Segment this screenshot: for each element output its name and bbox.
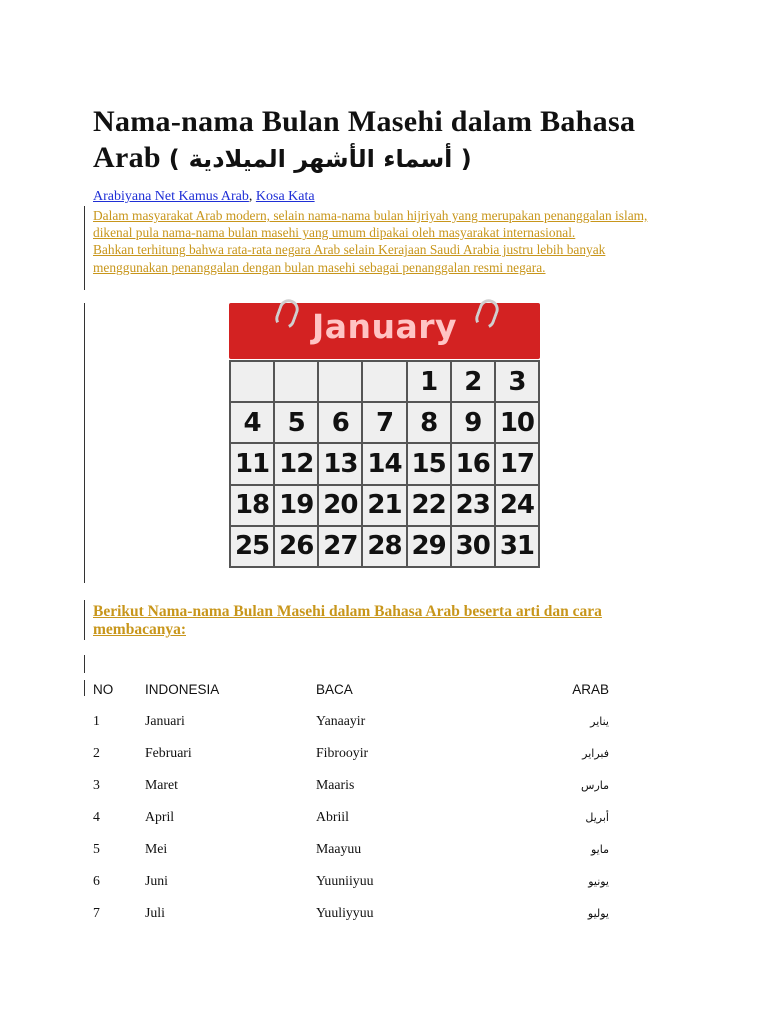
cell-arab: يناير [590,714,609,728]
calendar-day: 6 [319,403,363,444]
cell-baca: Abriil [316,809,349,824]
margin-bar [84,303,85,583]
calendar-month: January [311,307,458,346]
cell-no: 2 [93,745,100,760]
calendar-empty-cell [363,362,407,403]
cell-no: 3 [93,777,100,792]
calendar-day: 23 [452,486,496,527]
header-indonesia: INDONESIA [145,681,220,697]
calendar-day: 8 [408,403,452,444]
calendar-day: 28 [363,527,407,568]
section-heading: Berikut Nama-nama Bulan Masehi dalam Bahasa Arab beserta arti dan cara membacanya: [93,603,602,638]
calendar-day: 24 [496,486,540,527]
cell-indonesia: Mei [145,841,168,856]
cell-no: 7 [93,905,100,920]
calendar-day: 1 [408,362,452,403]
calendar-day: 30 [452,527,496,568]
calendar-day: 26 [275,527,319,568]
cell-arab: يوليو [587,906,609,920]
header-baca: BACA [316,681,353,697]
cell-indonesia: Juni [145,873,168,888]
cell-baca: Yuuliyyuu [316,905,374,920]
calendar-day: 16 [452,444,496,485]
table-row [93,833,609,865]
table-row [93,801,609,833]
post-meta [93,189,315,205]
cell-baca: Yanaayir [316,713,366,728]
months-table [93,673,609,929]
calendar-day: 17 [496,444,540,485]
calendar-day: 31 [496,527,540,568]
title-arabic: ( أسماء الأشهر الميلادية ) [168,145,473,173]
calendar-day: 14 [363,444,407,485]
category-link-kamus[interactable]: Arabiyana Net Kamus Arab [93,189,249,204]
cell-baca: Maaris [316,777,355,792]
calendar-empty-cell [319,362,363,403]
calendar-day: 5 [275,403,319,444]
meta-separator: , [248,189,253,204]
calendar-day: 2 [452,362,496,403]
calendar-day: 22 [408,486,452,527]
calendar-day: 12 [275,444,319,485]
cell-indonesia: Juli [145,905,165,920]
cell-no: 6 [93,873,100,888]
cell-no: 4 [93,809,100,824]
page-title [93,104,693,177]
calendar-day: 19 [275,486,319,527]
cell-indonesia: Januari [145,713,185,728]
cell-baca: Yuuniiyuu [316,873,374,888]
calendar-empty-cell [275,362,319,403]
calendar-grid [229,360,540,568]
calendar-day: 10 [496,403,540,444]
calendar-empty-cell [231,362,275,403]
intro-paragraph-1: Dalam masyarakat Arab modern, selain nama-nama bulan hijriyah yang merupakan penanggalan islam, dikenal pula nama-nama bulan masehi yang umum dipakai oleh masyarakat internasional. [93,208,648,241]
cell-arab: يونيو [588,874,609,888]
calendar-day: 7 [363,403,407,444]
calendar-day: 21 [363,486,407,527]
table-header-row [93,673,609,705]
title-latin: Nama-nama Bulan Masehi dalam Bahasa Arab [93,105,636,174]
margin-bar [84,600,85,640]
cell-baca: Fibrooyir [316,745,369,760]
cell-indonesia: April [145,809,175,824]
header-arab: ARAB [572,681,609,697]
cell-indonesia: Maret [145,777,178,792]
cell-baca: Maayuu [316,841,362,856]
cell-no: 1 [93,713,100,728]
margin-bar [84,206,85,290]
calendar-day: 25 [231,527,275,568]
table-row [93,865,609,897]
table-row [93,897,609,929]
calendar-day: 11 [231,444,275,485]
calendar-day: 27 [319,527,363,568]
calendar-day: 15 [408,444,452,485]
calendar-day: 9 [452,403,496,444]
calendar-image [229,303,540,568]
table-row [93,769,609,801]
intro-text [93,207,683,276]
calendar-day: 29 [408,527,452,568]
cell-no: 5 [93,841,100,856]
category-link-kosa-kata[interactable]: Kosa Kata [255,189,315,204]
cell-arab: فبراير [582,746,609,760]
cell-indonesia: Februari [145,745,192,760]
calendar-day: 18 [231,486,275,527]
calendar-day: 4 [231,403,275,444]
intro-paragraph-2: Bahkan terhitung bahwa rata-rata negara Arab selain Kerajaan Saudi Arabia justru lebih banyak menggunakan penanggalan dengan bulan masehi sebagai penanggalan resmi negara. [93,242,606,275]
margin-bar [84,680,85,696]
calendar-day: 13 [319,444,363,485]
cell-arab: مارس [581,778,609,792]
calendar-day: 3 [496,362,540,403]
calendar-day: 20 [319,486,363,527]
table-row [93,705,609,737]
margin-bar [84,655,85,673]
table-row [93,737,609,769]
cell-arab: أبريل [585,810,609,824]
cell-arab: مايو [591,842,609,856]
header-no: NO [93,681,114,697]
